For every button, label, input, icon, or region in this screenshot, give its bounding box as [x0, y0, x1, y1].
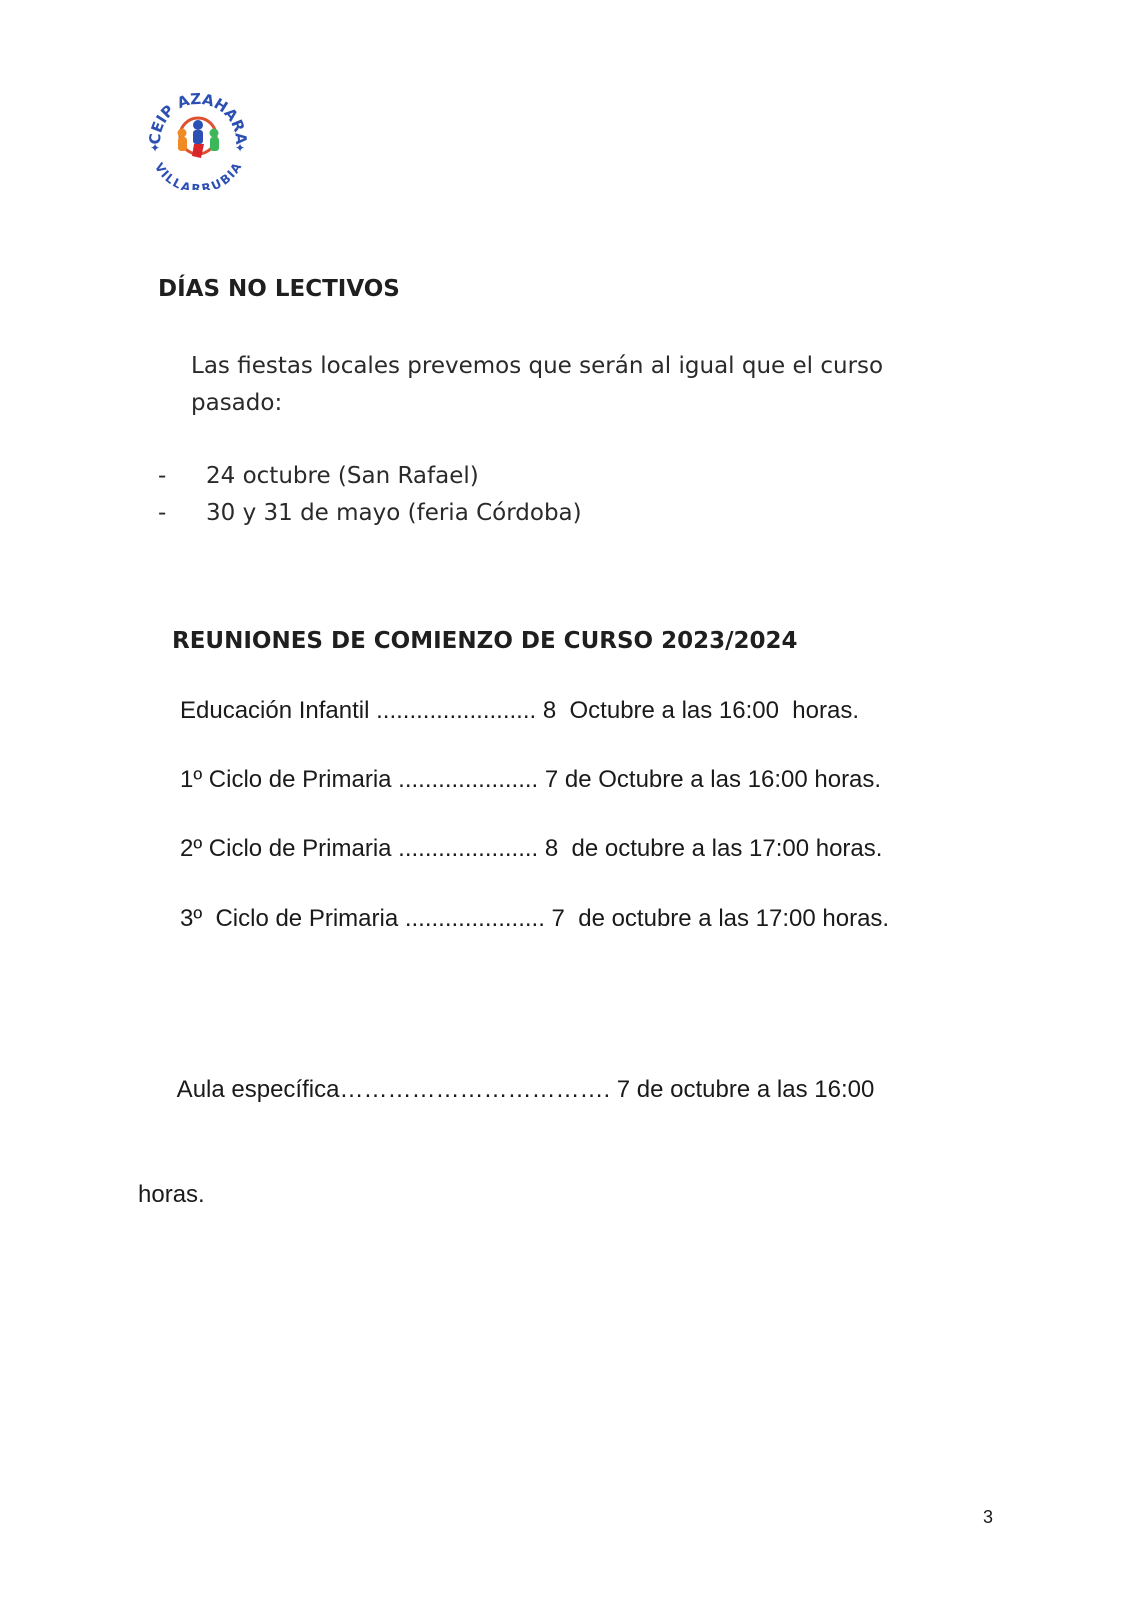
page-number: 3 [983, 1507, 994, 1527]
intro-line: pasado: [191, 390, 283, 416]
holiday-list [158, 458, 582, 532]
aula-line: horas. [138, 1181, 205, 1208]
svg-text:✦: ✦ [150, 141, 161, 155]
aula-especifica-paragraph [138, 1002, 998, 1247]
list-item-text: 30 y 31 de mayo (feria Córdoba) [206, 500, 582, 526]
svg-text:VILLARRUBIA: VILLARRUBIA [151, 160, 245, 190]
list-dash: - [158, 500, 167, 526]
list-item [158, 495, 582, 532]
list-item-text: 24 octubre (San Rafael) [206, 463, 479, 489]
section-heading-reuniones: REUNIONES DE COMIENZO DE CURSO 2023/2024 [172, 628, 798, 654]
meeting-line: Educación Infantil ........................ 8 Octubre a las 16:00 horas. [180, 697, 860, 724]
svg-text:CEIP AZAHARA: CEIP AZAHARA [146, 89, 250, 146]
section-heading-dias-no-lectivos: DÍAS NO LECTIVOS [158, 276, 400, 302]
aula-line: Aula específica……………………………. 7 de octubre a las 16:00 [138, 1076, 875, 1103]
meeting-line: 3º Ciclo de Primaria ..................... 7 de octubre a las 17:00 horas. [180, 905, 890, 932]
svg-text:✦: ✦ [235, 141, 246, 155]
meeting-line: 2º Ciclo de Primaria ..................... 8 de octubre a las 17:00 horas. [180, 835, 883, 862]
meeting-line: 1º Ciclo de Primaria ..................... 7 de Octubre a las 16:00 horas. [180, 766, 882, 793]
intro-paragraph [191, 348, 951, 422]
list-item [158, 458, 582, 495]
intro-line: Las fiestas locales prevemos que serán al igual que el curso [191, 353, 884, 379]
school-logo [146, 86, 250, 190]
list-dash: - [158, 463, 167, 489]
